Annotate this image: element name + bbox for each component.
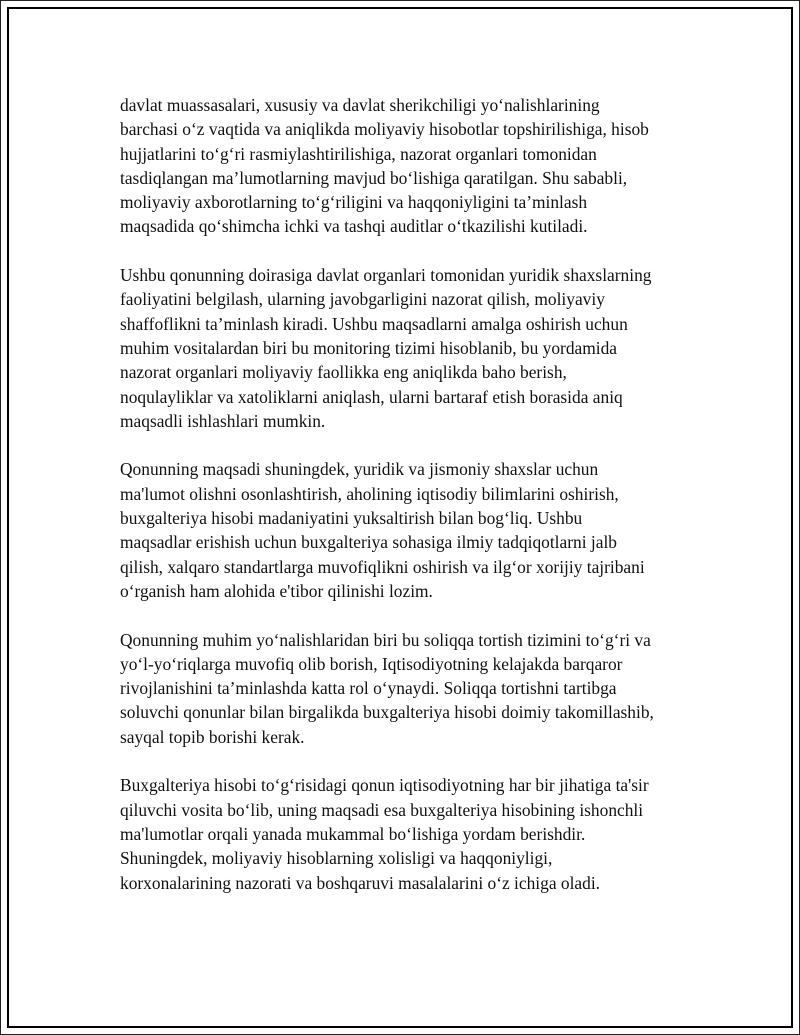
text-line: nazorat organlari moliyaviy faollikka eng aniqlikda baho berish, xyxy=(120,362,567,383)
text-line: ma'lumot olishni osonlashtirish, aholining iqtisodiy bilimlarini oshirish, xyxy=(120,483,619,504)
text-line: qiluvchi vosita bo‘lib, uning maqsadi esa buxgalteriya hisobining ishonchli xyxy=(120,799,644,820)
text-line: faoliyatini belgilash, ularning javobgarligini nazorat qilish, moliyaviy xyxy=(120,289,605,310)
text-line: sayqal topib borishi kerak. xyxy=(120,726,305,747)
text-line: muhim vositalardan biri bu monitoring tizimi hisoblanib, bu yordamida xyxy=(120,337,618,358)
text-line: barchasi o‘z vaqtida va aniqlikda moliyaviy hisobotlar topshirilishiga, hisob xyxy=(120,119,649,140)
text-line: Shuningdek, moliyaviy hisoblarning xolisligi va haqqoniyligi, xyxy=(120,848,553,869)
document-body xyxy=(120,93,720,919)
text-line: soluvchi qonunlar bilan birgalikda buxgalteriya hisobi doimiy takomillashib, xyxy=(120,702,654,723)
text-line: korxonalarining nazorati va boshqaruvi masalalarini o‘z ichiga oladi. xyxy=(120,872,601,893)
text-line: shaffoflikni ta’minlash kiradi. Ushbu maqsadlarni amalga oshirish uchun xyxy=(120,313,628,334)
paragraph-2 xyxy=(120,263,720,433)
text-line: Qonunning muhim yo‘nalishlaridan biri bu soliqqa tortish tizimini to‘g‘ri va xyxy=(120,629,651,650)
text-line: rivojlanishini ta’minlashda katta rol o‘ynaydi. Soliqqa tortishni tartibga xyxy=(120,678,617,699)
text-line: maqsadli ishlashlari mumkin. xyxy=(120,410,326,431)
text-line: Buxgalteriya hisobi to‘g‘risidagi qonun iqtisodiyotning har bir jihatiga ta'sir xyxy=(120,775,649,796)
paragraph-3 xyxy=(120,457,720,603)
text-line: buxgalteriya hisobi madaniyatini yuksaltirish bilan bog‘liq. Ushbu xyxy=(120,508,583,529)
text-line: yo‘l-yo‘riqlarga muvofiq olib borish, Iqtisodiyotning kelajakda barqaror xyxy=(120,653,623,674)
text-line: moliyaviy axborotlarning to‘g‘riligini va haqqoniyligini ta’minlash xyxy=(120,192,588,213)
text-line: o‘rganish ham alohida e'tibor qilinishi lozim. xyxy=(120,580,433,601)
text-line: maqsadida qo‘shimcha ichki va tashqi auditlar o‘tkazilishi kutiladi. xyxy=(120,216,588,237)
text-line: maqsadlar erishish uchun buxgalteriya sohasiga ilmiy tadqiqotlarni jalb xyxy=(120,532,617,553)
text-line: davlat muassasalari, xususiy va davlat sherikchiligi yo‘nalishlarining xyxy=(120,95,600,115)
text-line: Qonunning maqsadi shuningdek, yuridik va jismoniy shaxslar uchun xyxy=(120,459,599,480)
paragraph-4 xyxy=(120,628,720,749)
paragraph-1 xyxy=(120,93,720,239)
text-line: ma'lumotlar orqali yanada mukammal bo‘lishiga yordam berishdir. xyxy=(120,823,586,844)
text-line: hujjatlarini to‘g‘ri rasmiylashtirilishiga, nazorat organlari tomonidan xyxy=(120,143,597,164)
paragraph-5 xyxy=(120,773,720,894)
text-line: tasdiqlangan ma’lumotlarning mavjud bo‘lishiga qaratilgan. Shu sababli, xyxy=(120,167,628,188)
text-line: noqulayliklar va xatoliklarni aniqlash, ularni bartaraf etish borasida aniq xyxy=(120,386,623,407)
text-line: qilish, xalqaro standartlarga muvofiqlikni oshirish va ilg‘or xorijiy tajribani xyxy=(120,556,645,577)
text-line: Ushbu qonunning doirasiga davlat organlari tomonidan yuridik shaxslarning xyxy=(120,265,652,286)
